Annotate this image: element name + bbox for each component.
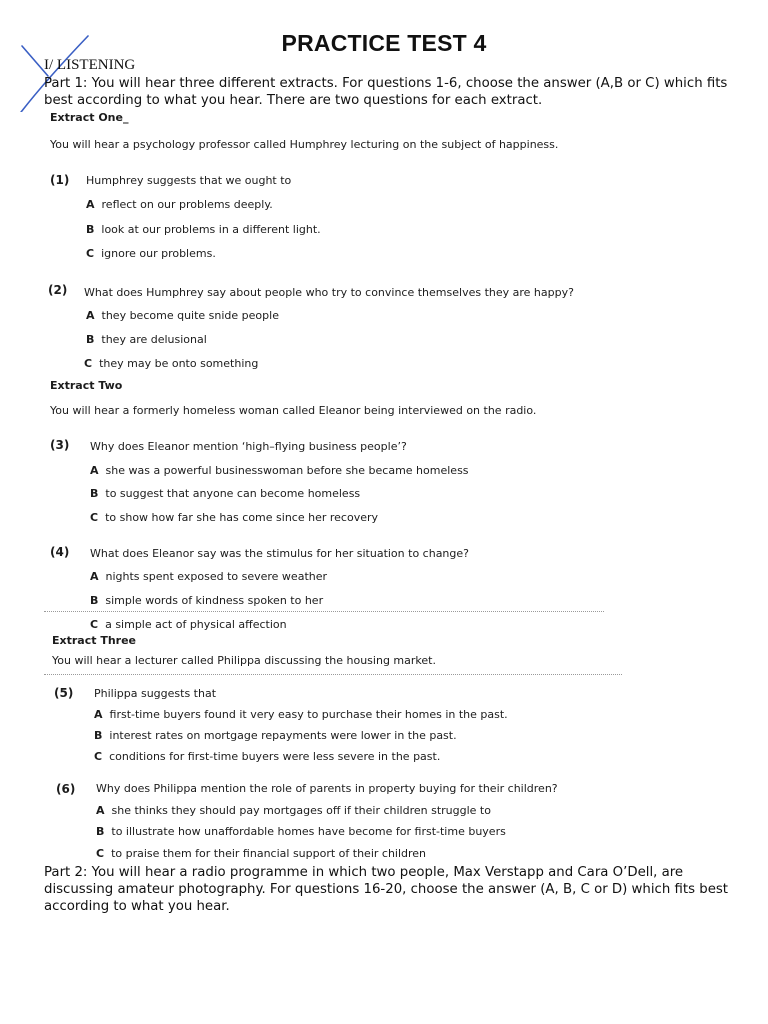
option-letter: A — [96, 804, 105, 817]
question-text: Philippa suggests that — [94, 687, 217, 700]
question-text: What does Humphrey say about people who try to convince themselves they are happy? — [84, 286, 574, 299]
option-letter: A — [94, 708, 103, 721]
option-row — [90, 570, 327, 583]
option-letter: B — [86, 333, 95, 346]
option-letter: B — [96, 825, 105, 838]
extract-intro: You will hear a psychology professor called Humphrey lecturing on the subject of happiness. — [50, 138, 559, 151]
option-letter: B — [90, 594, 99, 607]
option-text: nights spent exposed to severe weather — [105, 570, 328, 583]
option-text: they become quite snide people — [101, 309, 279, 322]
option-text: to show how far she has come since her recovery — [105, 511, 378, 524]
option-text: they are delusional — [101, 333, 207, 346]
question-number: (6) — [56, 782, 76, 796]
option-text: first-time buyers found it very easy to purchase their homes in the past. — [109, 708, 508, 721]
option-row — [90, 594, 323, 607]
question-text: Why does Eleanor mention ‘high–flying business people’? — [90, 440, 407, 453]
option-row — [94, 729, 457, 742]
option-row — [96, 847, 426, 860]
option-letter: C — [86, 247, 95, 260]
option-row — [96, 804, 491, 817]
option-row — [96, 825, 506, 838]
part2-instructions: Part 2: You will hear a radio programme in which two people, Max Verstapp and Cara O’Dell, are discussing amateur photography. For questions 16-20, choose the answer (A, B, C or D) which fits best according to what you hear. — [44, 865, 729, 914]
option-text: look at our problems in a different light. — [101, 223, 321, 236]
option-text: to praise them for their financial support of their children — [111, 847, 427, 860]
option-letter: C — [90, 618, 99, 631]
extract-intro: You will hear a formerly homeless woman called Eleanor being interviewed on the radio. — [50, 404, 537, 417]
option-row — [86, 223, 321, 236]
divider — [44, 611, 604, 612]
option-letter: B — [86, 223, 95, 236]
option-letter: C — [84, 357, 93, 370]
option-row — [86, 247, 216, 260]
question-text: Why does Philippa mention the role of parents in property buying for their children? — [96, 782, 558, 795]
question-text: What does Eleanor say was the stimulus for her situation to change? — [90, 547, 469, 560]
question-number: (5) — [54, 686, 74, 700]
option-text: to illustrate how unaffordable homes have become for first-time buyers — [111, 825, 506, 838]
option-row — [90, 618, 287, 631]
option-text: she thinks they should pay mortgages off if their children struggle to — [111, 804, 491, 817]
option-row — [86, 198, 273, 211]
option-row — [86, 309, 279, 322]
option-letter: C — [96, 847, 105, 860]
option-letter: A — [86, 309, 95, 322]
option-row — [90, 487, 360, 500]
question-text: Humphrey suggests that we ought to — [86, 174, 292, 187]
question-number: (3) — [50, 438, 70, 452]
option-letter: C — [90, 511, 99, 524]
option-row — [90, 464, 469, 477]
question-number: (4) — [50, 545, 70, 559]
option-text: reflect on our problems deeply. — [101, 198, 273, 211]
option-letter: A — [90, 570, 99, 583]
part1-instructions: Part 1: You will hear three different extracts. For questions 1-6, choose the answer (A,B or C) which fits best according to what you hear. There are two questions for each extract. — [44, 76, 728, 108]
option-text: a simple act of physical affection — [105, 618, 287, 631]
option-row — [94, 708, 508, 721]
extract-heading: Extract One_ — [50, 111, 129, 124]
option-letter: A — [86, 198, 95, 211]
section-heading: I/ LISTENING — [44, 57, 136, 73]
option-row — [94, 750, 440, 763]
option-text: she was a powerful businesswoman before she became homeless — [105, 464, 469, 477]
divider — [44, 674, 622, 675]
option-text: conditions for first-time buyers were less severe in the past. — [109, 750, 441, 763]
question-number: (2) — [48, 283, 68, 297]
question-number: (1) — [50, 173, 70, 187]
option-text: to suggest that anyone can become homeless — [105, 487, 361, 500]
extract-intro: You will hear a lecturer called Philippa discussing the housing market. — [52, 654, 436, 667]
option-text: interest rates on mortgage repayments were lower in the past. — [109, 729, 457, 742]
option-row — [90, 511, 378, 524]
option-letter: B — [94, 729, 103, 742]
page-title: PRACTICE TEST 4 — [281, 30, 487, 56]
extract-heading: Extract Two — [50, 379, 123, 392]
option-letter: B — [90, 487, 99, 500]
option-text: ignore our problems. — [101, 247, 216, 260]
extract-heading: Extract Three — [52, 634, 137, 647]
option-text: they may be onto something — [99, 357, 259, 370]
option-text: simple words of kindness spoken to her — [105, 594, 324, 607]
option-row — [86, 333, 207, 346]
option-letter: A — [90, 464, 99, 477]
option-letter: C — [94, 750, 103, 763]
option-row — [84, 357, 258, 370]
